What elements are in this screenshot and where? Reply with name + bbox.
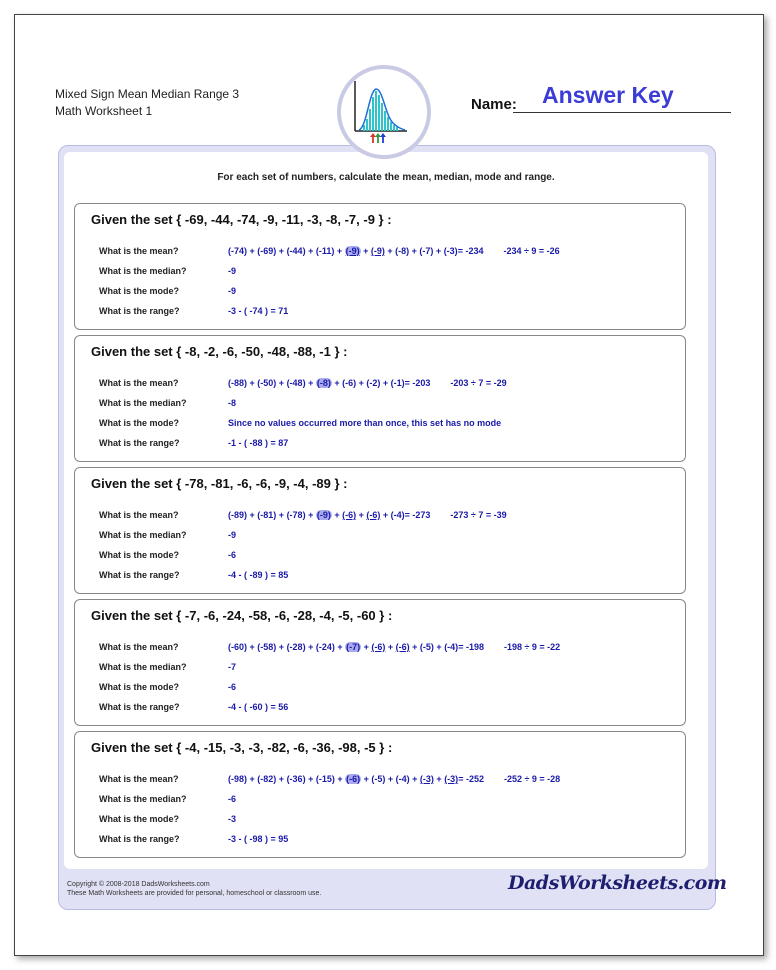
plus-sign: + [276, 510, 287, 520]
mean-term: (-1) [390, 378, 405, 388]
mean-sum: = -252 [458, 774, 484, 784]
mean-term: (-74) [228, 246, 248, 256]
problem-title: Given the set { -78, -81, -6, -6, -9, -4, -89 } : [91, 476, 348, 491]
mean-sum: = -234 [457, 246, 484, 256]
answer-row-median [99, 266, 679, 280]
plus-sign: + [409, 642, 420, 652]
answer-row-median [99, 662, 679, 676]
plus-sign: + [276, 774, 287, 784]
mean-term: (-98) [228, 774, 248, 784]
question-label: What is the range? [99, 834, 180, 844]
mean-term: (-3) [443, 246, 458, 256]
mean-division: -198 ÷ 9 = -22 [503, 642, 561, 652]
plus-sign: + [276, 246, 287, 256]
mean-term: (-5) [371, 774, 386, 784]
mean-term: (-6) [371, 642, 386, 652]
mean-term: (-44) [286, 246, 306, 256]
mean-term: (-3) [444, 774, 459, 784]
question-label: What is the range? [99, 570, 180, 580]
median-answer: -9 [228, 530, 237, 540]
mean-term: (-6) [346, 774, 361, 784]
mean-term: (-89) [228, 510, 248, 520]
plus-sign: + [380, 378, 391, 388]
copyright-text: Copyright © 2008-2018 DadsWorksheets.com [67, 881, 210, 888]
range-answer: -3 - ( -98 ) = 95 [228, 834, 289, 844]
range-answer: -3 - ( -74 ) = 71 [228, 306, 289, 316]
plus-sign: + [305, 378, 316, 388]
mean-sum: = -273 [404, 510, 431, 520]
instructions: For each set of numbers, calculate the mean, median, mode and range. [217, 172, 555, 183]
mean-term: (-7) [419, 246, 434, 256]
mean-work [228, 642, 560, 652]
plus-sign: + [360, 246, 371, 256]
question-label: What is the median? [99, 530, 187, 540]
median-answer: -8 [228, 398, 237, 408]
question-label: What is the range? [99, 702, 180, 712]
median-answer: -9 [228, 266, 237, 276]
range-answer: -4 - ( -60 ) = 56 [228, 702, 289, 712]
mean-term: (-7) [346, 642, 361, 652]
plus-sign: + [433, 246, 444, 256]
median-answer: -6 [228, 794, 237, 804]
title-line-2: Math Worksheet 1 [55, 104, 153, 118]
mode-answer: -6 [228, 682, 237, 692]
mean-term: (-36) [286, 774, 306, 784]
question-label: What is the range? [99, 306, 180, 316]
mean-term: (-8) [395, 246, 410, 256]
mean-term: (-6) [366, 510, 381, 520]
name-label: Name: [471, 96, 517, 113]
question-label: What is the median? [99, 662, 187, 672]
mean-term: (-9) [370, 246, 385, 256]
mode-answer: -9 [228, 286, 237, 296]
problem-box [74, 203, 686, 330]
name-line [513, 112, 731, 113]
plus-sign: + [305, 246, 316, 256]
question-label: What is the mode? [99, 286, 180, 296]
mean-term: (-9) [316, 510, 331, 520]
mean-term: (-78) [286, 510, 306, 520]
answer-row-mode [99, 418, 679, 432]
plus-sign: + [409, 774, 420, 784]
mean-term: (-3) [419, 774, 434, 784]
plus-sign: + [356, 378, 367, 388]
plus-sign: + [409, 246, 420, 256]
answer-row-mode [99, 286, 679, 300]
answer-row-range [99, 306, 679, 320]
question-label: What is the range? [99, 438, 180, 448]
problem-box [74, 599, 686, 726]
problem-title: Given the set { -4, -15, -3, -3, -82, -6, -36, -98, -5 } : [91, 740, 393, 755]
question-label: What is the mode? [99, 550, 180, 560]
mean-term: (-58) [257, 642, 277, 652]
mode-answer: -6 [228, 550, 237, 560]
answer-row-mode [99, 682, 679, 696]
answer-row-median [99, 794, 679, 808]
mean-term: (-48) [286, 378, 306, 388]
question-label: What is the mode? [99, 814, 180, 824]
mean-term: (-81) [257, 510, 277, 520]
question-label: What is the mean? [99, 510, 179, 520]
median-answer: -7 [228, 662, 237, 672]
mean-term: (-50) [257, 378, 277, 388]
problem-box [74, 467, 686, 594]
mean-term: (-4) [444, 642, 459, 652]
answer-row-mean [99, 510, 679, 524]
question-label: What is the median? [99, 794, 187, 804]
problem-title: Given the set { -7, -6, -24, -58, -6, -28, -4, -5, -60 } : [91, 608, 393, 623]
mean-term: (-24) [315, 642, 335, 652]
mean-term: (-6) [395, 642, 410, 652]
problem-title: Given the set { -8, -2, -6, -50, -48, -88, -1 } : [91, 344, 348, 359]
plus-sign: + [331, 378, 343, 388]
plus-sign: + [305, 774, 316, 784]
mode-answer: -3 [228, 814, 237, 824]
mean-term: (-60) [228, 642, 248, 652]
range-answer: -4 - ( -89 ) = 85 [228, 570, 289, 580]
answer-row-range [99, 570, 679, 584]
plus-sign: + [305, 642, 316, 652]
answer-row-mode [99, 814, 679, 828]
mean-term: (-4) [395, 774, 410, 784]
answer-row-median [99, 398, 679, 412]
plus-sign: + [380, 510, 391, 520]
mean-term: (-6) [342, 510, 357, 520]
plus-sign: + [334, 246, 345, 256]
answer-row-mean [99, 246, 679, 260]
plus-sign: + [247, 510, 258, 520]
plus-sign: + [385, 774, 396, 784]
mean-term: (-82) [257, 774, 277, 784]
plus-sign: + [356, 510, 367, 520]
problem-title: Given the set { -69, -44, -74, -9, -11, -3, -8, -7, -9 } : [91, 212, 392, 227]
question-label: What is the median? [99, 266, 187, 276]
mean-term: (-6) [342, 378, 357, 388]
question-label: What is the mean? [99, 378, 179, 388]
bell-curve-logo-icon [337, 65, 431, 159]
plus-sign: + [331, 510, 343, 520]
mean-term: (-5) [419, 642, 434, 652]
answer-row-range [99, 834, 679, 848]
answer-row-median [99, 530, 679, 544]
mean-term: (-8) [316, 378, 331, 388]
plus-sign: + [276, 642, 287, 652]
mean-work [228, 378, 507, 388]
answer-row-mean [99, 378, 679, 392]
question-label: What is the mean? [99, 774, 179, 784]
mean-term: (-69) [257, 246, 277, 256]
mean-term: (-28) [286, 642, 306, 652]
problem-box [74, 335, 686, 462]
problem-box [74, 731, 686, 858]
question-label: What is the mode? [99, 418, 180, 428]
question-label: What is the mean? [99, 642, 179, 652]
plus-sign: + [385, 642, 396, 652]
answer-row-range [99, 438, 679, 452]
mean-work [228, 246, 560, 256]
answer-key-text: Answer Key [542, 82, 674, 108]
usage-note: These Math Worksheets are provided for personal, homeschool or classroom use. [67, 890, 322, 897]
plus-sign: + [361, 642, 372, 652]
plus-sign: + [384, 246, 396, 256]
plus-sign: + [247, 378, 258, 388]
plus-sign: + [247, 642, 258, 652]
question-label: What is the mean? [99, 246, 179, 256]
plus-sign: + [433, 642, 445, 652]
answer-row-mean [99, 642, 679, 656]
mean-division: -203 ÷ 7 = -29 [450, 378, 507, 388]
plus-sign: + [247, 774, 258, 784]
mean-term: (-88) [228, 378, 248, 388]
mean-division: -234 ÷ 9 = -26 [503, 246, 560, 256]
question-label: What is the median? [99, 398, 187, 408]
answer-row-mean [99, 774, 679, 788]
title-line-1: Mixed Sign Mean Median Range 3 [55, 87, 240, 101]
plus-sign: + [334, 642, 346, 652]
mean-division: -252 ÷ 9 = -28 [503, 774, 561, 784]
mean-sum: = -198 [458, 642, 484, 652]
answer-row-mode [99, 550, 679, 564]
mean-term: (-15) [315, 774, 335, 784]
mean-work [228, 774, 560, 784]
plus-sign: + [433, 774, 445, 784]
plus-sign: + [276, 378, 287, 388]
plus-sign: + [361, 774, 372, 784]
dadsworksheets-logo: DadsWorksheets.com [508, 872, 727, 894]
mean-sum: = -203 [404, 378, 431, 388]
worksheet-title [55, 86, 239, 120]
footer-copyright [67, 880, 321, 898]
range-answer: -1 - ( -88 ) = 87 [228, 438, 289, 448]
mean-term: (-2) [366, 378, 381, 388]
mean-work [228, 510, 507, 520]
plus-sign: + [305, 510, 316, 520]
mean-term: (-4) [390, 510, 405, 520]
plus-sign: + [247, 246, 258, 256]
mean-term: (-11) [315, 246, 335, 256]
mean-term: (-9) [345, 246, 360, 256]
mean-division: -273 ÷ 7 = -39 [450, 510, 507, 520]
plus-sign: + [334, 774, 346, 784]
answer-row-range [99, 702, 679, 716]
mode-answer: Since no values occurred more than once, this set has no mode [228, 418, 502, 428]
question-label: What is the mode? [99, 682, 180, 692]
